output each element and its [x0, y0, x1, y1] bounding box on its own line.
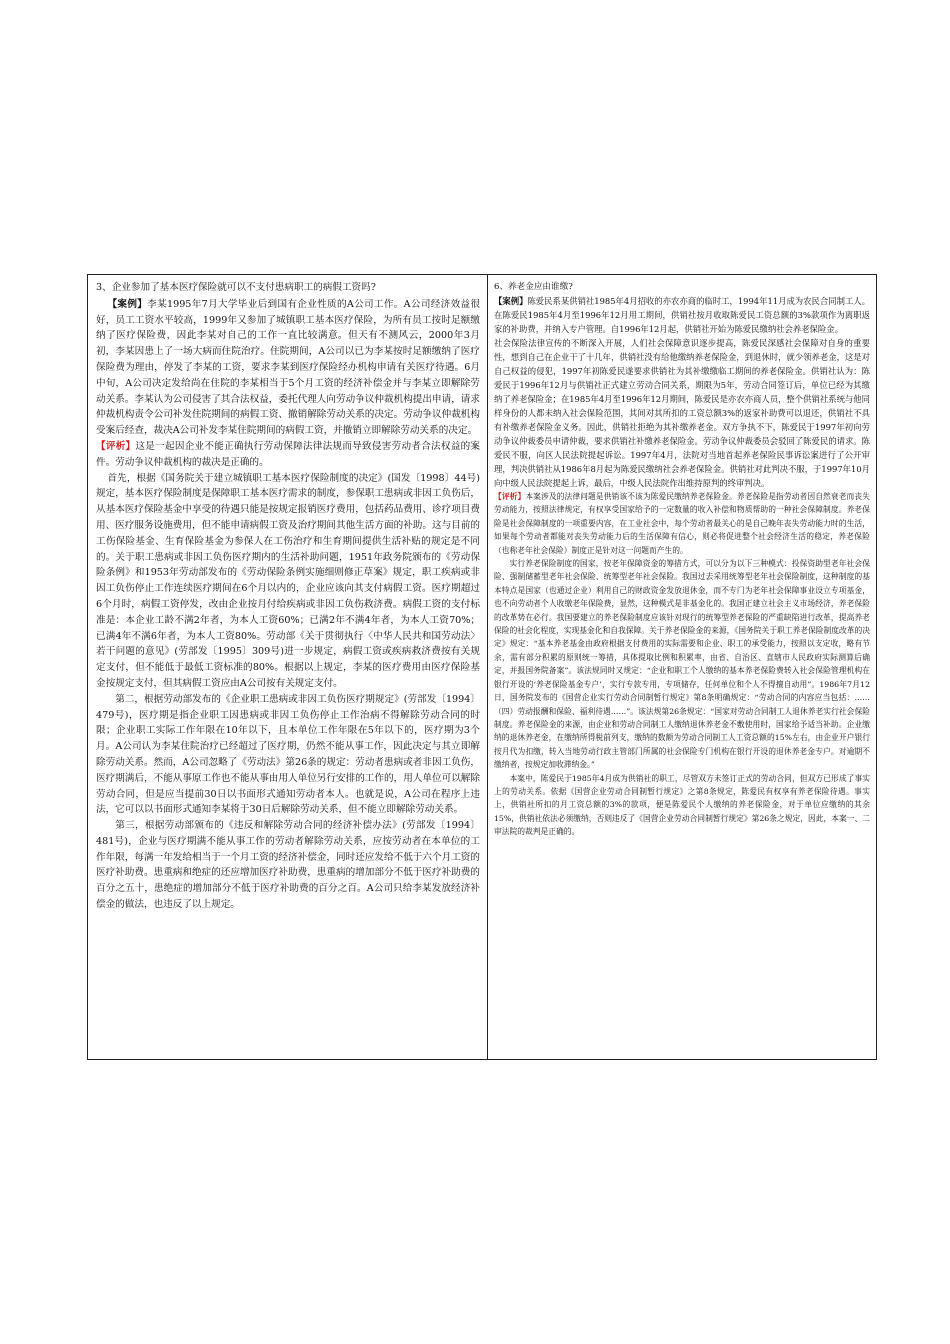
right-case-text: 陈爱民系某供销社1985年4月招收的亦农亦商的临时工，1994年11月成为农民合同制工人。在陈爱民1985年4月至1996年12月用工期间，供销社按月收取陈爱民工资总额的3%款项作为离职返家的补助费，并纳入专户管理。自1996年12月起，供销社开始为陈爱民缴纳社会养老保险金。 [494, 296, 870, 334]
left-review-text: 这是一起因企业不能正确执行劳动保障法律法规而导致侵害劳动者合法权益的案件。劳动争议仲裁机构的裁决是正确的。 [96, 440, 481, 468]
right-case-paragraph [494, 294, 870, 336]
left-paragraph-1: 首先，根据《国务院关于建立城镇职工基本医疗保险制度的决定》(国发〔1998〕44号)规定，基本医疗保险制度是保障职工基本医疗需求的制度，参保职工患病或非因工负伤后，从基本医疗保险基金中享受的待遇只能是按规定报销医疗费用，包括药品费用、诊疗项目费用、医疗服务设施费用，但不能申请病假工资及治疗期间其他生活方面的补助。这与目前的工伤保险基金、生育保险基金为参保人在工伤治疗和生育期间提供生活补贴的规定是不同的。关于职工患病或非因工负伤医疗期内的生活补助问题，1951年政务院颁布的《劳动保险条例》和1953年劳动部发布的《劳动保险条例实施细则修正草案》规定，职工疾病或非因工负伤停止工作连续医疗期间在6个月以内的，企业应该向其支付病假工资。医疗期超过6个月时，病假工资停发，改由企业按月付给疾病或非因工负伤救济费。病假工资的支付标准是：本企业工龄不满2年者，为本人工资60%；已满2年不满4年者，为本人工资70%；已满4年不满6年者，为本人工资80%。劳动部《关于贯彻执行〈中华人民共和国劳动法〉若干问题的意见》(劳部发〔1995〕309号)进一步规定，病假工资或疾病救济费按有关规定支付，但不能低于最低工资标准的80%。根据以上规定，李某的医疗费用由医疗保险基金按规定支付，但其病假工资应由A公司按有关规定支付。 [96, 472, 480, 689]
right-review-text: 本案涉及的法律问题是供销该不该为陈爱民缴纳养老保险金。养老保险是指劳动者因自然衰老而丧失劳动能力，按照法律规定，有权享受国家给予的一定数量的收入补偿和物质帮助的一种社会保障制度。养老保险是社会保障制度的一项重要内容，在工业社会中，每个劳动者最关心的是自己晚年丧失劳动能力时的生活，如果每个劳动者都能对丧失劳动能力后的生活保障有信心，则必将促进整个社会经济生活的稳定，养老保险（也称老年社会保险）制度正是针对这一问题而产生的。 [494, 492, 870, 555]
left-paragraph-2: 第二，根据劳动部发布的《企业职工患病或非因工负伤医疗期规定》(劳部发〔1994〕479号)，医疗期是指企业职工因患病或非因工负伤停止工作治病不得解除劳动合同的时限；企业职工实际工作年限在10年以下，且本单位工作年限在5年以下的，医疗期为3个月。A公司认为李某住院治疗已经超过了医疗期，仍然不能从事工作，因此决定与其立即解除劳动关系。然而，A公司忽略了《劳动法》第26条的规定：劳动者患病或者非因工负伤，医疗期满后，不能从事原工作也不能从事由用人单位另行安排的工作的，用人单位可以解除劳动合同，但是应当提前30日以书面形式通知劳动者本人。也就是说，A公司在程序上违法，它可以以书面形式通知李某将于30日后解除劳动关系，但不能立即解除劳动关系。 [96, 693, 480, 816]
right-review-tag: 【评析】 [494, 492, 526, 501]
left-case-tag: 【案例】 [107, 298, 148, 310]
left-review-tag: 【评析】 [96, 440, 136, 452]
document-table [87, 274, 877, 1060]
left-case-paragraph [96, 297, 480, 439]
left-heading: 3、企业参加了基本医疗保险就可以不支付患病职工的病假工资吗? [96, 282, 376, 293]
left-review-paragraph [96, 439, 480, 471]
right-heading: 6、养老金应由谁缴? [494, 282, 573, 292]
right-paragraph-3: 本案中，陈爱民于1985年4月成为供销社的职工，尽管双方未签订正式的劳动合同，但双方已形成了事实上的劳动关系。依据《国营企业劳动合同制暂行规定》之第8条规定，陈爱民有权享有养老保险待遇。事实上，供销社所扣的月工资总额的3%的款项，便是陈爱民个人缴纳的养老保险金，对于单位应缴纳的其余15%，供销社依法必须缴纳，否则违反了《国营企业劳动合同制暂行规定》第26条之规定，因此，本案一、二审法院的裁判是正确的。 [494, 773, 870, 837]
right-paragraph-1: 社会保险法律宣传的不断深入开展，人们社会保障意识逐步提高，陈爱民深感社会保障对自身的重要性，想到自己在企业干了十几年，供销社没有给他缴纳养老保险金，到退休时，就少领养老金，这是对自己权益的侵犯，1997年初陈爱民遂要求供销社为其补缴缴临工期间的养老保险金。供销社认为：陈爱民于1996年12月与供销社正式建立劳动合同关系，期限为5年，劳动合同签订后，单位已经为其缴纳了养老保险金；在1985年4月至1996年12月期间，陈爱民是亦农亦商人员，整个供销社系统与他同样身份的人都未纳入社会保险范围，其间对其所扣的工资总额3%的返家补助费可以退还，供销社不具有补缴养老保险金义务。因此，供销社拒绝为其补缴养老金。双方争执不下，陈爱民于1997年初向劳动争议仲裁委员申请仲裁，要求供销社补缴养老保险金。劳动争议仲裁委员会驳回了陈爱民的请求。陈爱民不服，向区人民法院提起诉讼。1997年4月，法院对当地首起养老保险民事诉讼案进行了公开审理，判决供销社从1986年8月起为陈爱民缴纳社会养老保险金。供销社对此判决不服，于1997年10月向中级人民法院提起上诉，最后，中级人民法院作出维持原判的终审判决。 [494, 338, 870, 488]
right-column [488, 275, 876, 1059]
left-case-text: 李某1995年7月大学毕业后到国有企业性质的A公司工作。A公司经济效益很好，员工工资水平较高，1999年又参加了城镇职工基本医疗保险，为所有员工按时足额缴纳了医疗保险费，因此李某对自己的工作一直比较满意。但天有不测风云，2000年3月初，李某因患上了一场大病而住院治疗。住院期间，A公司以已为李某按时足额缴纳了医疗保险费为理由，停发了李某的工资，要求李某到医疗保险经办机构申请有关医疗待遇。6月中旬，A公司决定发给尚在住院的李某相当于5个月工资的经济补偿金并与李某立即解除劳动关系。李某认为公司侵害了其合法权益，委托代理人向劳动争议仲裁机构提出申请，请求仲裁机构责令公司补发住院期间的病假工资、撤销解除劳动关系的决定。劳动争议仲裁机构受案后经查，裁决A公司补发李某住院期间的病假工资，并撤销立即解除劳动关系的决定。 [96, 298, 481, 437]
left-column [88, 275, 488, 1059]
right-review-paragraph [494, 490, 870, 557]
left-paragraph-3: 第三，根据劳动部颁布的《违反和解除劳动合同的经济补偿办法》(劳部发〔1994〕481号)，企业与医疗期满不能从事工作的劳动者解除劳动关系，应按劳动者在本单位的工作年限，每满一年发给相当于一个月工资的经济补偿金，同时还应发给不低于六个月工资的医疗补助费。患重病和绝症的还应增加医疗补助费，患重病的增加部分不低于医疗补助费的百分之五十，患绝症的增加部分不低于医疗补助费的百分之百。A公司只给李某发放经济补偿金的做法，也违反了以上规定。 [96, 820, 480, 911]
right-case-tag: 【案例】 [494, 296, 528, 306]
right-paragraph-2: 实行养老保险制度的国家，按老年保障资金的筹措方式，可以分为以下三种模式：投保资助型老年社会保险、强制储蓄型老年社会保险、统筹型老年社会保险。我国过去采用统筹型老年社会保险制度，这种制度的基本特点是国家（也通过企业）利用自己的财政资金发放退休金，而不专门为老年社会保障事业设立专项基金，也不向劳动者个人收缴老年保险费，显然，这种模式是非基金化的。我国正建立社会主义市场经济，养老保险的改革势在必行。我国要建立的养老保险制度应该针对现行的统筹型养老保险的严重缺陷进行改革，提高养老保险的社会化程度，实现基金化和自我保障。关于养老保险金的来源，《国务院关于职工养老保险制度改革的决定》规定：“基本养老基金由政府根据支付费用的实际需要和企业、职工的承受能力，按照以支定收，略有节余，需有部分积累的原则统一筹措，具体提取比例和积累率，由省、自治区、直辖市人民政府实际测算后确定，并报国务院备案”。该法规同时又规定：“企业和职工个人缴纳的基本养老保险费转入社会保险管理机构在银行开设的‘养老保险基金专户’，实行专款专用，专项储存，任何单位和个人不得擅自动用”。1986年7月12日，国务院发布的《国营企业实行劳动合同制暂行规定》第8条明确规定：“劳动合同的内容应当包括：……（四）劳动报酬和保险、福利待遇……”。该法规第26条规定：“国家对劳动合同制工人退休养老实行社会保险制度。养老保险金的来源，由企业和劳动合同制工人缴纳退休养老金不敷使用时，国家给予适当补助。企业缴纳的退休养老金，在缴纳所得税前列支，缴纳的数额为劳动合同制工人工资总额的15%左右，由企业开户银行按月代为扣缴，转入当地劳动行政主管部门所属的社会保险专门机构在银行开设的退休养老金专户。对逾期不缴纳者，按规定加收滞纳金。” [494, 559, 870, 770]
